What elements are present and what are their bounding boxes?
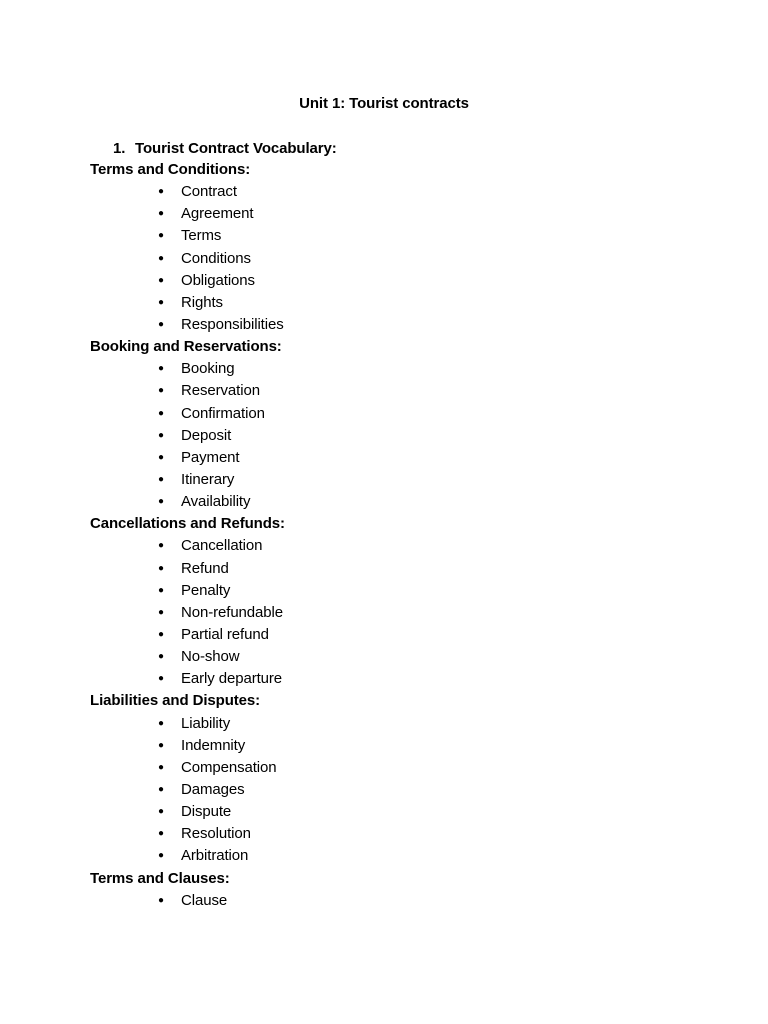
- list-item-text: Booking: [181, 360, 235, 378]
- list-item-text: Contract: [181, 183, 237, 201]
- bullet-icon: ●: [158, 496, 164, 508]
- bullet-icon: ●: [158, 363, 164, 375]
- list-item: [90, 735, 690, 757]
- bullet-icon: ●: [158, 252, 164, 264]
- list-item-text: Payment: [181, 448, 240, 466]
- bullet-icon: ●: [158, 562, 164, 574]
- bullet-icon: ●: [158, 451, 164, 463]
- list-item-text: Deposit: [181, 426, 232, 444]
- list-item: [90, 624, 690, 646]
- list-item-text: Agreement: [181, 205, 254, 223]
- list-item-text: Availability: [181, 493, 251, 511]
- bullet-icon: ●: [158, 429, 164, 441]
- list-item: [90, 845, 690, 867]
- list-item: [90, 668, 690, 690]
- list-item-text: Responsibilities: [181, 315, 284, 333]
- list-item: [90, 779, 690, 801]
- bullet-icon: ●: [158, 274, 164, 286]
- bullet-icon: ●: [158, 894, 164, 906]
- list-item-text: Arbitration: [181, 847, 249, 865]
- section-heading: [113, 139, 337, 159]
- list-item-text: Resolution: [181, 825, 251, 843]
- list-item-text: Conditions: [181, 249, 251, 267]
- category-heading: Booking and Reservations:: [90, 338, 282, 356]
- section-title: Tourist Contract Vocabulary:: [135, 140, 337, 157]
- list-item-text: Damages: [181, 780, 245, 798]
- list-item: [90, 380, 690, 402]
- bullet-icon: ●: [158, 806, 164, 818]
- bullet-icon: ●: [158, 208, 164, 220]
- list-item-text: Early departure: [181, 670, 283, 688]
- bullet-icon: ●: [158, 186, 164, 198]
- list-item: [90, 181, 690, 203]
- category-heading: Liabilities and Disputes:: [90, 692, 261, 710]
- list-item-text: Refund: [181, 559, 229, 577]
- list-item-text: Obligations: [181, 271, 255, 289]
- list-item-text: Rights: [181, 293, 223, 311]
- bullet-icon: ●: [158, 385, 164, 397]
- list-item: [90, 425, 690, 447]
- list-item: [90, 558, 690, 580]
- bullet-icon: ●: [158, 606, 164, 618]
- list-item-text: Non-refundable: [181, 603, 284, 621]
- list-item: [90, 801, 690, 823]
- bullet-icon: ●: [158, 783, 164, 795]
- bullet-icon: ●: [158, 651, 164, 663]
- bullet-icon: ●: [158, 540, 164, 552]
- list-item: [90, 203, 690, 225]
- list-item: [90, 580, 690, 602]
- list-item: [90, 646, 690, 668]
- list-item-text: Confirmation: [181, 404, 265, 422]
- category-heading: Cancellations and Refunds:: [90, 515, 285, 533]
- list-item: [90, 358, 690, 380]
- bullet-icon: ●: [158, 318, 164, 330]
- bullet-icon: ●: [158, 717, 164, 729]
- list-item: [90, 713, 690, 735]
- bullet-icon: ●: [158, 584, 164, 596]
- list-item-text: Cancellation: [181, 537, 263, 555]
- list-item: [90, 270, 690, 292]
- list-item: [90, 491, 690, 513]
- list-item-text: Clause: [181, 891, 228, 909]
- list-item-text: No-show: [181, 648, 240, 666]
- bullet-icon: ●: [158, 739, 164, 751]
- bullet-icon: ●: [158, 407, 164, 419]
- list-item-text: Terms: [181, 227, 222, 245]
- category-heading: Terms and Conditions:: [90, 161, 251, 178]
- list-item: [90, 757, 690, 779]
- list-item-text: Penalty: [181, 581, 231, 599]
- page-title: Unit 1: Tourist contracts: [299, 95, 469, 112]
- list-item-text: Compensation: [181, 758, 277, 776]
- bullet-icon: ●: [158, 296, 164, 308]
- bullet-icon: ●: [158, 473, 164, 485]
- list-item: [90, 447, 690, 469]
- list-item: [90, 314, 690, 336]
- list-item: [90, 469, 690, 491]
- list-item: [90, 225, 690, 247]
- vocabulary-list: [90, 159, 690, 912]
- list-item-text: Reservation: [181, 382, 260, 400]
- list-item-text: Itinerary: [181, 470, 235, 488]
- bullet-icon: ●: [158, 230, 164, 242]
- list-item-text: Liability: [181, 714, 231, 732]
- bullet-icon: ●: [158, 761, 164, 773]
- list-item: [90, 248, 690, 270]
- list-item-text: Partial refund: [181, 625, 269, 643]
- bullet-icon: ●: [158, 850, 164, 862]
- list-item: [90, 535, 690, 557]
- section-number: 1.: [113, 140, 126, 157]
- list-item-text: Indemnity: [181, 736, 246, 754]
- category-heading: Terms and Clauses:: [90, 869, 230, 887]
- bullet-icon: ●: [158, 628, 164, 640]
- list-item: [90, 890, 690, 912]
- list-item: [90, 292, 690, 314]
- list-item-text: Dispute: [181, 803, 232, 821]
- list-item: [90, 602, 690, 624]
- bullet-icon: ●: [158, 828, 164, 840]
- list-item: [90, 823, 690, 845]
- bullet-icon: ●: [158, 673, 164, 685]
- list-item: [90, 403, 690, 425]
